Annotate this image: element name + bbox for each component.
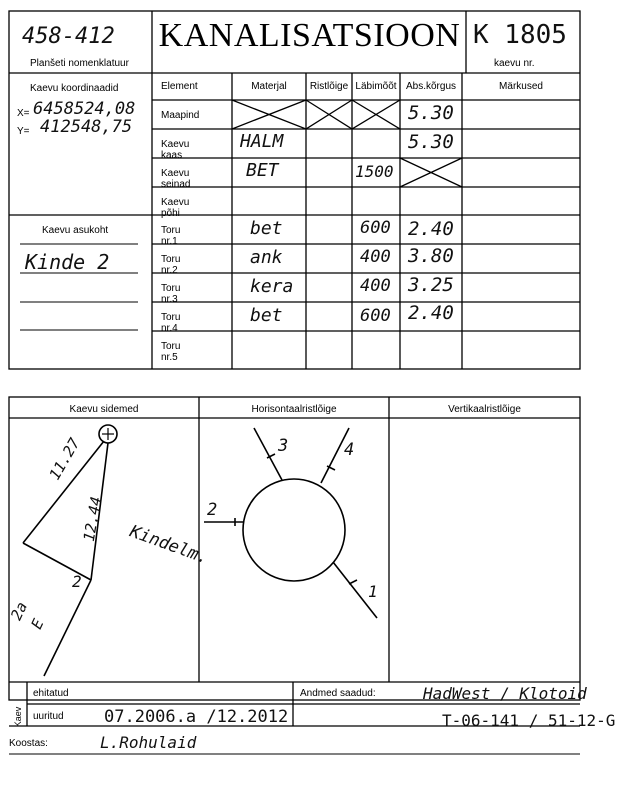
col-header-abs-height: Abs.kõrgus: [405, 81, 457, 92]
row-element: Kaevu seinad: [161, 168, 191, 190]
built-label: ehitatud: [33, 688, 69, 699]
row-diameter: 600: [360, 218, 391, 238]
col-header-cross-section: Ristlõige: [309, 81, 349, 92]
sketch-note-2: E: [27, 616, 48, 632]
row-element: Kaevu kaas: [161, 139, 190, 161]
sketch-distance-2: 12.44: [79, 495, 106, 543]
row-abs-height: 2.40: [408, 302, 454, 324]
author-signature: L.Rohulaid: [100, 733, 197, 752]
pipe-label-1: 1: [368, 582, 378, 601]
sheet-number: 458-412: [22, 24, 115, 49]
section-horizontal: Horisontaalristlõige: [251, 404, 337, 415]
location-label: Kaevu asukoht: [42, 225, 109, 236]
coords-label: Kaevu koordinaadid: [30, 83, 119, 94]
col-header-material: Materjal: [251, 81, 287, 92]
row-diameter: 600: [360, 306, 391, 326]
pipe-label-3: 3: [278, 436, 289, 456]
pipe-label-2: 2: [207, 500, 218, 520]
well-number: K 1805: [473, 20, 567, 50]
col-header-element: Element: [161, 81, 198, 92]
row-material: ank: [250, 247, 283, 268]
row-material: bet: [250, 218, 283, 239]
surveyed-value: 07.2006.a /12.2012: [104, 707, 289, 727]
section-connections: Kaevu sidemed: [69, 404, 139, 415]
source-line-1: HadWest / Klotoid: [423, 684, 587, 703]
col-header-diameter: Läbimõõt: [355, 81, 397, 92]
pipe-label-4: 4: [344, 440, 355, 460]
horizontal-section-drawing: [199, 418, 389, 628]
row-diameter: 400: [360, 276, 391, 296]
row-element: Toru nr.1: [161, 225, 181, 247]
author-label: Koostas:: [9, 738, 48, 749]
row-abs-height: 3.80: [408, 245, 454, 267]
row-diameter: 1500: [355, 162, 394, 181]
col-header-notes: Märkused: [499, 81, 543, 92]
sketch-distance-1: 11.27: [45, 434, 84, 484]
row-abs-height: 2.40: [408, 218, 454, 240]
surveyed-label: uuritud: [33, 711, 64, 722]
row-material: kera: [250, 276, 294, 297]
top-form-lines: [0, 0, 618, 380]
section-vertical: Vertikaalristlõige: [448, 404, 521, 415]
well-label: kaevu nr.: [494, 58, 535, 69]
row-material: bet: [250, 305, 283, 326]
row-abs-height: 5.30: [408, 131, 454, 153]
row-element: Kaevu põhi: [161, 197, 190, 219]
sheet-label: Planšeti nomenklatuur: [30, 58, 129, 69]
y-coordinate: 412548,75: [40, 117, 133, 137]
page-title: KANALISATSIOON: [158, 17, 461, 54]
sketch-building-label: Kindelm.: [127, 521, 211, 569]
source-line-2: T-06-141 / 51-12-G: [442, 711, 616, 730]
x-coordinate: 6458524,08: [33, 99, 136, 119]
row-abs-height: 5.30: [408, 102, 454, 124]
row-material: BET: [246, 160, 279, 181]
row-material: HALM: [240, 131, 284, 152]
row-element: Maapind: [161, 110, 200, 121]
row-element: Toru nr.3: [161, 283, 181, 305]
x-prefix: X=: [17, 108, 30, 119]
sketch-point-label: 2: [72, 572, 82, 591]
row-element: Toru nr.5: [161, 341, 181, 363]
row-abs-height: 3.25: [408, 274, 454, 296]
sketch-note-1: 2a: [7, 599, 32, 623]
row-element: Toru nr.2: [161, 254, 181, 276]
footer-side-label: Kaev: [13, 706, 23, 728]
location-value: Kinde 2: [25, 250, 110, 274]
row-diameter: 400: [360, 247, 391, 267]
row-element: Toru nr.4: [161, 312, 181, 334]
source-label: Andmed saadud:: [300, 688, 376, 699]
y-prefix: Y=: [17, 126, 30, 137]
